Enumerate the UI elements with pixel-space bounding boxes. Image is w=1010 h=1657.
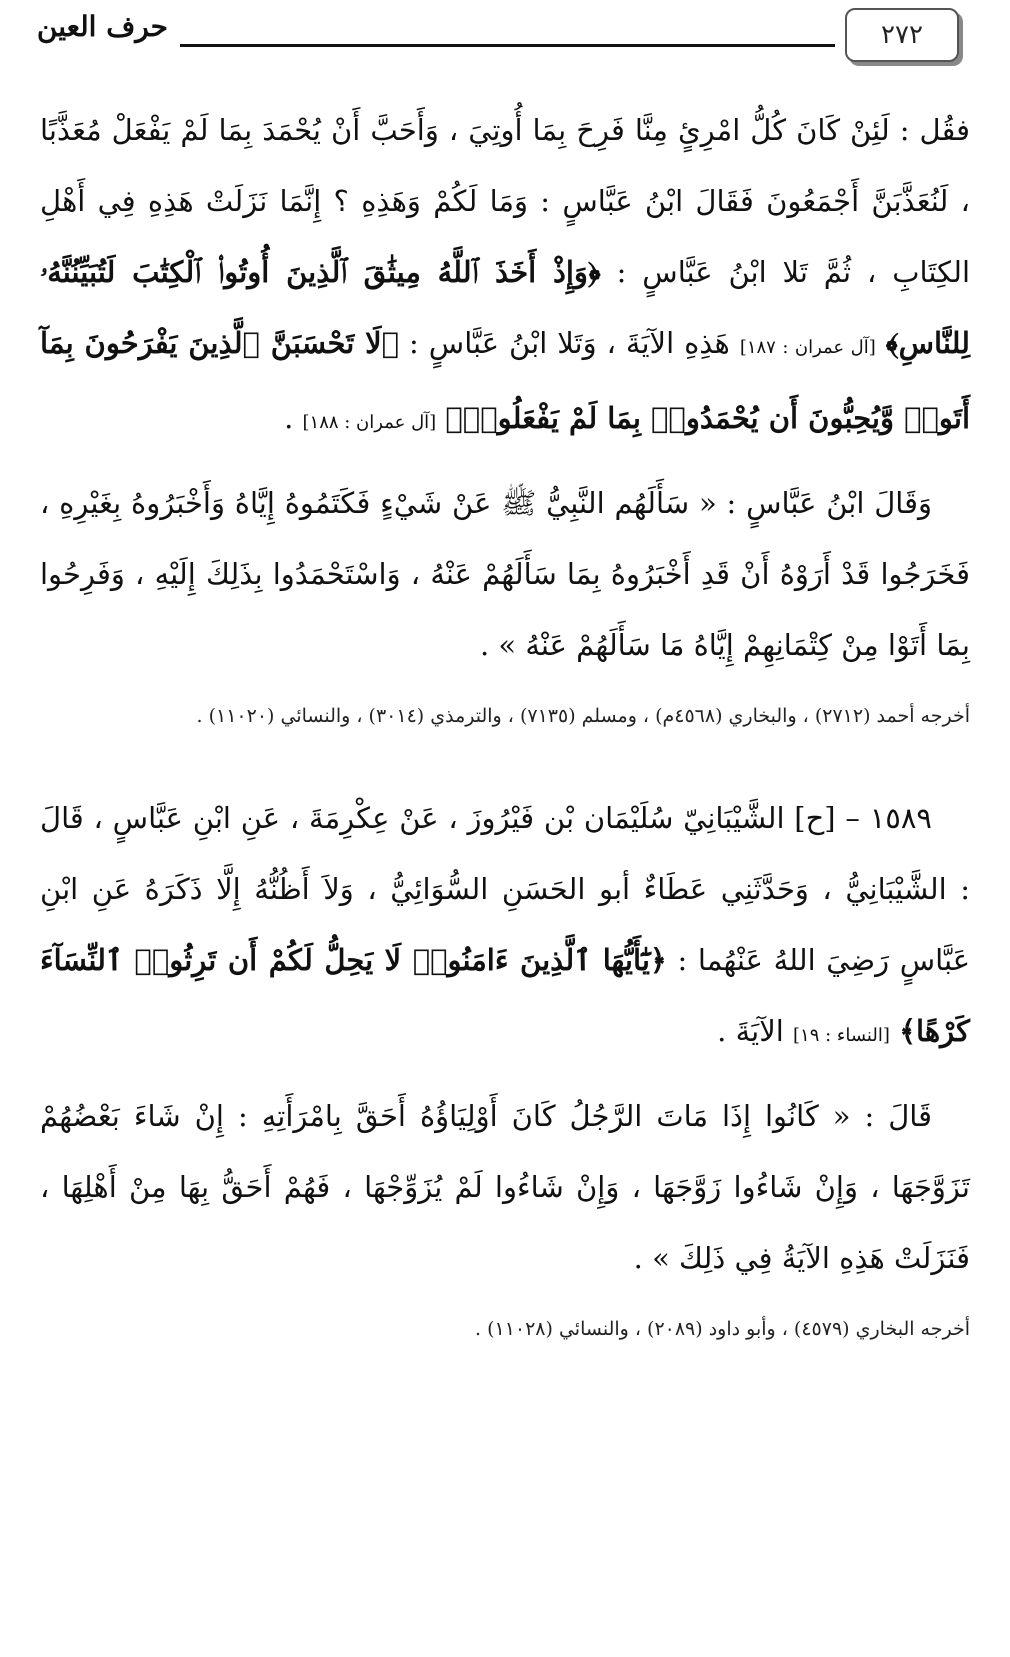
takhrij-note-2: أخرجه البخاري (٤٥٧٩) ، وأبو داود (٢٠٨٩) ، والنسائي (١١٠٢٨) . xyxy=(474,1318,970,1340)
hadith-1589-text-a: ١٥٨٩ – [ح] الشَّيْبَانِيّ سُلَيْمَان بْن فَيْرُوزَ ، عَنْ عِكْرِمَةَ ، عَنِ ابْنِ عَبَّاسٍ ، قَالَ : الشَّيْبَانِيُّ ، وَحَدَّثَنِي عَطَاءٌ أبو الحَسَنِ السُّوَائِيُّ ، وَلاَ أَظُنُّهُ إِلَّا ذَكَرَهُ عَنِ ابْنِ عَبَّاسٍ رَضِيَ اللهُ عَنْهُما : xyxy=(40,801,970,977)
header-rule xyxy=(180,44,835,47)
section-gap xyxy=(40,765,970,783)
quran-verse-2: ﴿لَا تَحْسَبَنَّ ٱلَّذِينَ يَفْرَحُونَ بِمَآ أَتَوا۟ وَّيُحِبُّونَ أَن يُحْمَدُوا۟ بِمَا لَمْ يَفْعَلُوا۟﴾ xyxy=(40,326,970,435)
page-number-box xyxy=(845,8,959,62)
quran-verse-1: ﴿وَإِذْ أَخَذَ ٱللَّهُ مِيثَٰقَ ٱلَّذِينَ أُوتُوا۟ ٱلْكِتَٰبَ لَتُبَيِّنُنَّهُۥ لِلنَّاسِ﴾ xyxy=(40,255,971,360)
hadith-1589 xyxy=(40,783,970,1071)
verse-reference-2: [آل عمران : ١٨٨] xyxy=(302,412,437,433)
page-body xyxy=(40,95,970,1378)
paragraph-2: وَقَالَ ابْنُ عَبَّاسٍ : « سَأَلَهُم النَّبِيُّ ﷺ عَنْ شَيْءٍ فَكَتَمُوهُ إِيَّاهُ وَأَخْبَرُوهُ بِغَيْرِهِ ، فَخَرَجُوا قَدْ أَرَوْهُ أَنْ قَدِ أَخْبَرُوهُ بِمَا سَأَلَهُمْ عَنْهُ ، وَاسْتَحْمَدُوا بِذَلِكَ إِلَيْهِ ، وَفَرِحُوا بِمَا أَتَوْا مِنْ كِتْمَانِهِمْ إِيَّاهُ مَا سَأَلَهُمْ عَنْهُ » . xyxy=(40,486,970,662)
page-header xyxy=(0,0,1010,72)
hadith-1589-text-b: الآيَةَ . xyxy=(717,1014,784,1048)
verse-reference-3: [النساء : ١٩] xyxy=(793,1025,890,1046)
page-number: ٢٧٢ xyxy=(881,20,923,50)
takhrij-note-1: أخرجه أحمد (٢٧١٢) ، والبخاري (٤٥٦٨م) ، ومسلم (٧١٣٥) ، والترمذي (٣٠١٤) ، والنسائي (١١٠٢٠) . xyxy=(196,705,970,727)
chapter-title: حرف العين xyxy=(36,10,168,43)
paragraph-1-text-b: هَذِهِ الآيَةَ ، وَتَلا ابْنُ عَبَّاسٍ : xyxy=(409,326,730,360)
paragraph-1-text-c: . xyxy=(284,401,294,435)
paragraph-1-text-a: فقُل : لَئِنْ كَانَ كُلُّ امْرِئٍ مِنَّا فَرِحَ بِمَا أُوتِيَ ، وَأَحَبَّ أَنْ يُحْمَدَ بِمَا لَمْ يَفْعَلْ مُعَذَّبًا ، لَنُعَذَّبَنَّ أَجْمَعُونَ فَقَالَ ابْنُ عَبَّاسٍ : وَمَا لَكُمْ وَهَذِهِ ؟ إِنَّمَا نَزَلَتْ هَذِهِ فِي أَهْلِ الكِتَابِ ، ثُمَّ تَلا ابْنُ عَبَّاسٍ : xyxy=(40,113,971,289)
verse-reference-1: [آل عمران : ١٨٧] xyxy=(739,337,876,358)
quran-verse-3: ﴿يَٰٓأَيُّهَا ٱلَّذِينَ ءَامَنُوا۟ لَا يَحِلُّ لَكُمْ أَن تَرِثُوا۟ ٱلنِّسَآءَ كَرْهًا﴾ xyxy=(40,943,970,1048)
paragraph-1 xyxy=(40,95,970,458)
paragraph-4: قَالَ : « كَانُوا إِذَا مَاتَ الرَّجُلُ كَانَ أَوْلِيَاؤُهُ أَحَقَّ بِامْرَأَتِهِ : إِنْ شَاءَ بَعْضُهُمْ تَزَوَّجَهَا ، وَإِنْ شَاءُوا زَوَّجَهَا ، وَإِنْ شَاءُوا لَمْ يُزَوِّجْهَا ، فَهُمْ أَحَقُّ بِهَا مِنْ أَهْلِهَا ، فَنَزَلَتْ هَذِهِ الآيَةُ فِي ذَلِكَ » . xyxy=(40,1099,970,1275)
